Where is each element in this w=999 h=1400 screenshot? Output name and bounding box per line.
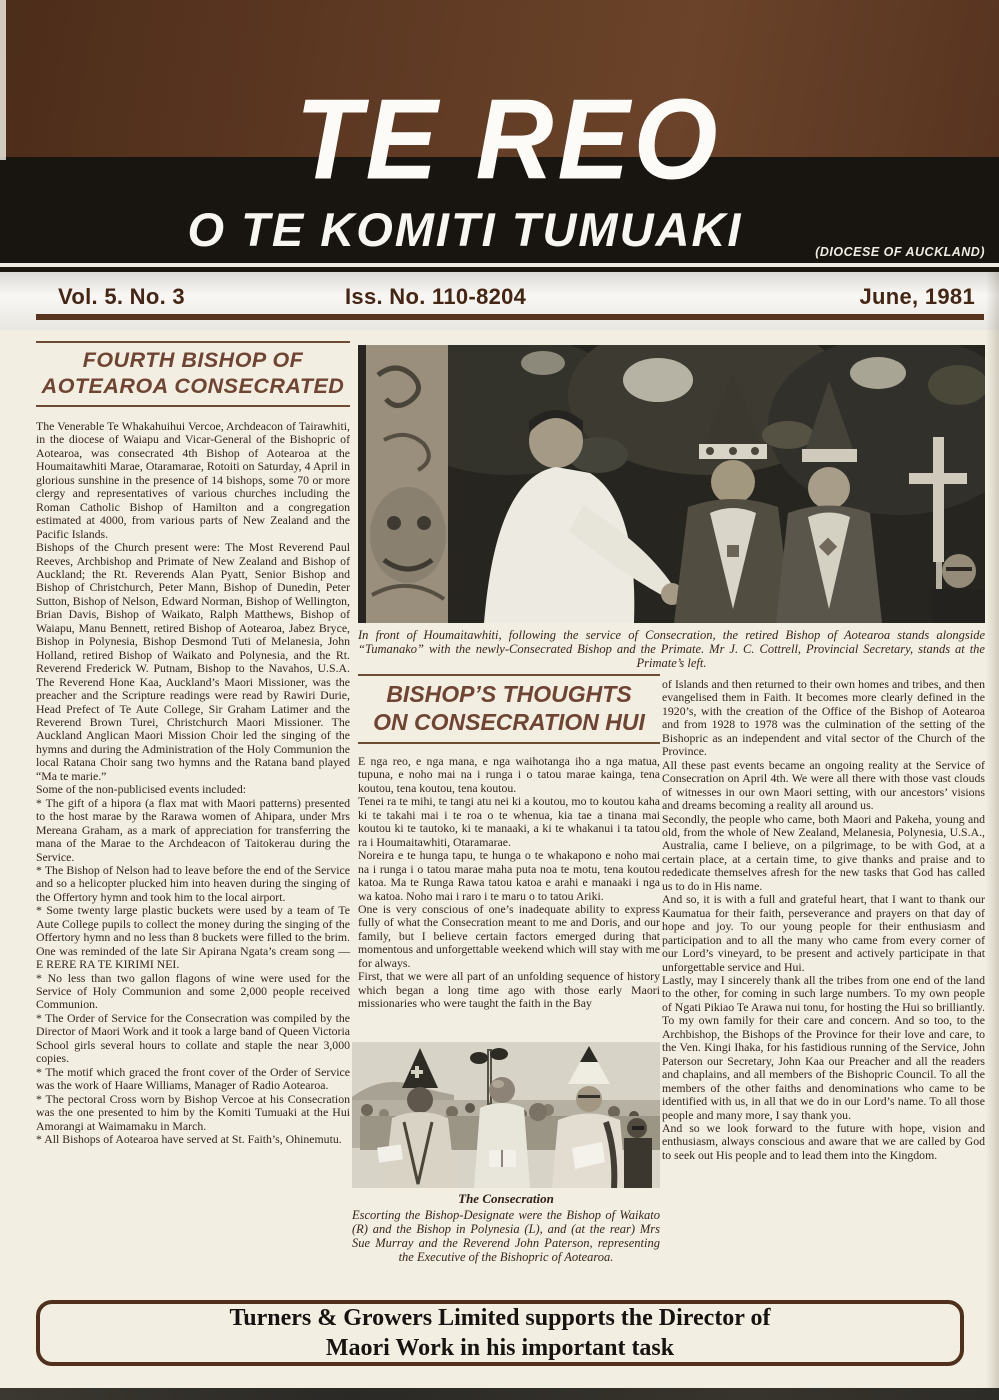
paragraph: The Venerable Te Whakahuihui Vercoe, Archdeacon of Tairawhiti, in the diocese of Waiapu and Vicar-General of the Bishopric of Aotearoa, was consecrated 4th Bishop of Aotearoa at the Houmaitawhiti Marae, Otaramarae, Rotoiti on Saturday, 4 April in glorious sunshine in the presence of 14 bishops, some 70 or more clergy and representatives of various churches including the Roman Catholic Bishop of Hamilton and a congregation estimated at 4000, from various parts of New Zealand and the Pacific Islands. bbox=[36, 419, 350, 541]
sponsor-banner bbox=[36, 1300, 964, 1366]
paragraph: Noreira e te hunga tapu, te hunga o te whakapono e noho mai na i runga i o tatou marae maha puta noa te motu, tena koutou katoa. Ma te Runga Rawa tatou katoa e arahi e manaaki i nga wa katoa. Noho mai i raro i te maru o to tatou Ariki. bbox=[358, 848, 660, 903]
issue-number-label: Iss. No. 110-8204 bbox=[345, 284, 527, 309]
divider bbox=[36, 405, 350, 407]
paragraph: E nga reo, e nga mana, e nga waihotanga iho a nga matua, tupuna, e noho mai na i runga i o tatou marae kainga, tena koutou, tena koutou, tena koutou. bbox=[358, 754, 660, 795]
paragraph: * The gift of a hipora (a flax mat with Maori patterns) presented to the host marae by the Rarawa women of Ahipara, under Mrs Mereana Graham, as a mark of appreciation for transferring the mana of the Marae to the Archdeacon of Taitokerau during the Service. bbox=[36, 795, 350, 864]
photo1-caption: In front of Houmaitawhiti, following the service of Consecration, the retired Bishop of Aotearoa stands alongside “Tumanako” with the newly-Consecrated Bishop and the Primate. Mr J. C. Cottrell, Provincial Secretary, stands at the Primate’s left. bbox=[358, 628, 985, 670]
photo-procession bbox=[352, 1042, 660, 1188]
paragraph: Lastly, may I sincerely thank all the tribes from one end of the land to the other, for coming in such large numbers. To my own people of Ngati Pikiao Te Arawa nui tonu, for hosting the Hui so brilliantly. To my own family for their care and concern. And so too, to the Archbishop, the Bishops of the Province for their love and care, to the Ven. Kingi Ihaka, for his fastidious running of the Service, John Paterson our Secretary, John Kaa our Preacher and all the readers and chaplains, and all members of the Bishopric Council. To all the members of the other faiths and denominations who came to be identified with us, in all that we do in our Lord’s name. To all those people and many more, I say thank you. bbox=[662, 972, 985, 1122]
diocese-label: (DIOCESE OF AUCKLAND) bbox=[815, 245, 985, 259]
paragraph: of Islands and then returned to their own homes and tribes, and then evangelised them in Faith. It becomes more clearly defined in the 1920’s, with the creation of the Office of the Bishop of Aotearoa and from 1928 to 1978 was the culmination of the setting of the Bishopric as an independent and vital sector of the Church of the Province. bbox=[662, 677, 985, 759]
photo-consecration-group bbox=[358, 345, 985, 623]
sponsor-banner-line1: Turners & Growers Limited supports the Director of bbox=[229, 1305, 771, 1331]
photo2-title: The Consecration bbox=[458, 1191, 554, 1206]
paragraph: * Some twenty large plastic buckets were used by a team of Te Aute College pupils to collect the money during the singing of the Offertory hymn and no less than 8 buckets were filled to the brim. One was reminded of the late Sir Apirana Ngata’s cream song — E RERE RA TE KIRIMI NEI. bbox=[36, 903, 350, 972]
sponsor-banner-line2: Maori Work in his important task bbox=[325, 1335, 675, 1361]
paragraph: All these past events became an ongoing reality at the Service of Consecration on April 4th. We were all there with those vast clouds of witnesses in our own Maori setting, with our ancestors’ visions and dreams becoming a reality all around us. bbox=[662, 757, 985, 813]
photo2-caption: Escorting the Bishop-Designate were the Bishop of Waikato (R) and the Bishop in Polynesia (L), and (at the rear) Mrs Sue Murray and the Reverend John Paterson, representing the Executive of the Bishopric of Aotearoa. bbox=[352, 1208, 660, 1264]
masthead-subtitle: O TE KOMITI TUMUAKI bbox=[187, 203, 743, 256]
masthead-title: TE REO bbox=[295, 74, 722, 203]
divider bbox=[358, 674, 660, 676]
paragraph: * All Bishops of Aotearoa have served at St. Faith’s, Ohinemutu. bbox=[36, 1132, 342, 1147]
paragraph: One is very conscious of one’s inadequate ability to express fully of what the Consecration meant to me and Doris, and our family, but I believe certain factors emerged during that momentous and unforgettable weekend which will stay with me for always. bbox=[358, 901, 660, 970]
left-article-body bbox=[36, 420, 350, 1146]
middle-article-body bbox=[358, 755, 660, 1011]
divider-rule bbox=[36, 314, 984, 320]
paragraph: And so we look forward to the future with hope, vision and enthusiasm, always conscious and aware that we are called by God to seek out His people and to lead them into the Kingdom. bbox=[662, 1120, 985, 1162]
carved-pole bbox=[366, 345, 448, 623]
paragraph: First, that we were all part of an unfolding sequence of history which began a long time ago with those early Maori missionaries who were taught the faith in the Bay bbox=[358, 969, 660, 1011]
paragraph: * The motif which graced the front cover of the Order of Service was the work of Haare Williams, Manager of Radio Aotearoa. bbox=[36, 1064, 350, 1093]
paragraph: Bishops of the Church present were: The Most Reverend Paul Reeves, Archbishop and Primate of New Zealand and Bishop of Auckland; the Rt. Reverends Alan Pyatt, Senior Bishop and Bishop of Christchurch, Peter Mann, Bishop of Dunedin, Peter Sutton, Bishop of Nelson, Edward Norman, Bishop of Wellington, Brian Davis, Bishop of Waikato, Ralph Matthews, Bishop of Waiapu, Manu Bennett, retired Bishop of Aotearoa, Jabez Bryce, Bishop in Polynesia, Bishop Desmond Tuti of Melanesia, John Holland, retired Bishop of Waikato and Polynesia, and the Rt. Reverend Frederick W. Putnam, Bishop to the Navahos, U.S.A. The Reverend Hone Kaa, Auckland’s Maori Missioner, was the preacher and the Scripture readings were read by Rawiri Durie, Head Prefect of Te Aute College, Sir Graham Latimer and the Reverend Brown Turei, Christchurch Maori Missioner. The Auckland Anglican Maori Mission Choir led the singing of the hymns and during the Administration of the Holy Communion the local Ratana Choir sang two hymns and the Ratana band played “Ma te marie.” bbox=[36, 540, 350, 783]
paragraph: * No less than two gallon flagons of wine were used for the Service of Holy Communion and some 2,000 people received Communion. bbox=[36, 970, 350, 1012]
paragraph: * The Bishop of Nelson had to leave before the end of the Service and so a helicopter plucked him into heaven during the singing of the Offertory hymn and took him to the local airport. bbox=[36, 862, 350, 904]
left-article-title-line1: FOURTH BISHOP OF bbox=[82, 348, 304, 372]
paragraph: Tenei ra te mihi, te tangi atu nei ki a koutou, mo to koutou kaha ki te takahi mai i te roa o te whenua, kia tae a tinana mai koutou ki te tautoko, ki te manaaki, a ki te whakanui i ta tatou ra i Houmaitawhiti, Otaramarae. bbox=[358, 794, 660, 849]
paragraph: * The Order of Service for the Consecration was compiled by the Director of Maori Work and it took a large band of Queen Victoria School girls several hours to collate and staple the near 3,000 copies. bbox=[36, 1010, 350, 1066]
scan-edge-bottom bbox=[0, 1388, 999, 1400]
paragraph: Some of the non-publicised events included: bbox=[36, 782, 247, 797]
middle-article-title bbox=[358, 680, 660, 736]
left-article-title-line2: AOTEAROA CONSECRATED bbox=[41, 374, 345, 398]
paragraph: Secondly, the people who came, both Maori and Pakeha, young and old, from the whole of New Zealand, Melanesia, Polynesia, U.S.A., Australia, came I believe, on a pilgrimage, to be with God, at a certain place, at a certain time, to give thanks and praise and to rededicate themselves afresh for the new tasks that God has called us to do in His name. bbox=[662, 811, 985, 893]
divider bbox=[358, 742, 660, 744]
paragraph: And so, it is with a full and grateful heart, that I want to thank our Kaumatua for their faith, perseverance and prayers on that day of hope and joy. To our young people for their enthusiasm and participation and to all the many who came from every corner of our Lord’s vineyard, to be present and actively participate in that unforgettable service and Hui. bbox=[662, 892, 985, 974]
attendant-figure bbox=[529, 1103, 547, 1121]
date-label: June, 1981 bbox=[859, 284, 975, 309]
divider bbox=[36, 341, 350, 343]
volume-label: Vol. 5. No. 3 bbox=[58, 284, 185, 309]
infobar bbox=[0, 272, 999, 330]
middle-article-title-line2: ON CONSECRATION HUI bbox=[373, 709, 645, 735]
paragraph: * The pectoral Cross worn by Bishop Vercoe at his Consecration was the one presented to him by the Komiti Tumuaki at the Hui Amorangi at Waimamaku in March. bbox=[36, 1091, 350, 1133]
middle-article-title-line1: BISHOP’S THOUGHTS bbox=[386, 681, 632, 707]
scan-shadow bbox=[986, 272, 999, 1388]
left-article-title bbox=[36, 347, 350, 399]
right-column-body bbox=[662, 678, 985, 1162]
